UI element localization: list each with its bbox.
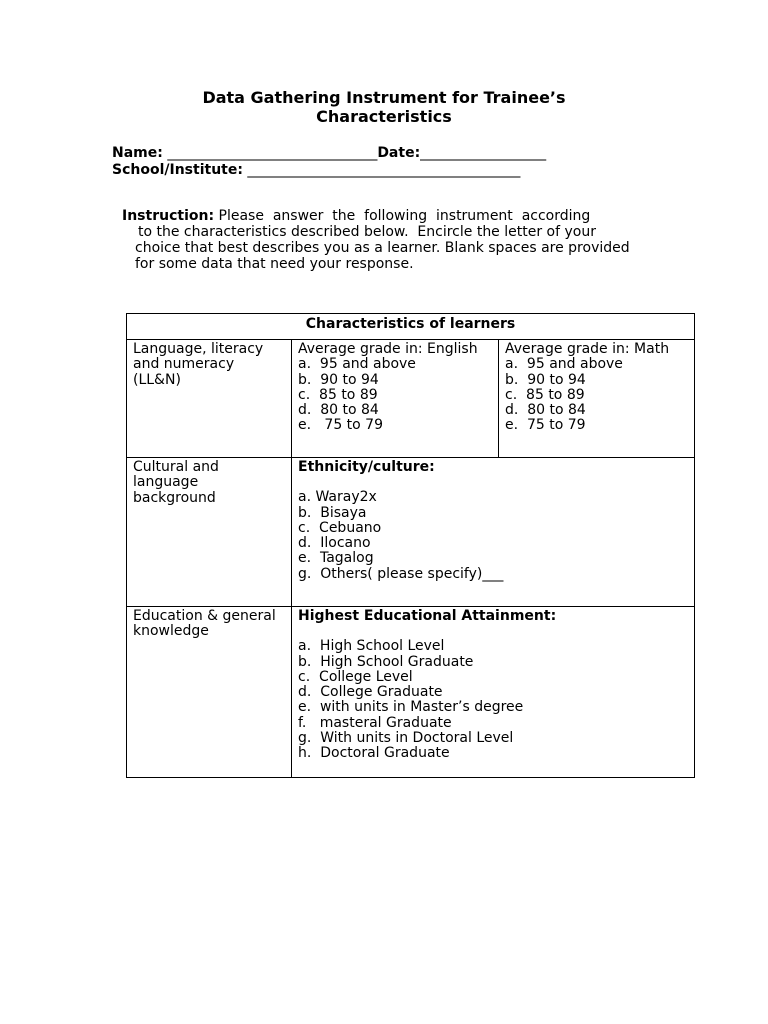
school-blank[interactable]: _______________________________________ bbox=[247, 162, 521, 178]
table-header: Characteristics of learners bbox=[127, 314, 695, 340]
education-cell bbox=[292, 607, 695, 778]
english-option-c[interactable]: c. 85 to 89 bbox=[298, 386, 378, 403]
school-label: School/Institute: bbox=[112, 162, 243, 178]
culture-cell bbox=[292, 458, 695, 607]
date-blank[interactable]: __________________ bbox=[420, 145, 547, 161]
date-label: Date: bbox=[377, 145, 421, 161]
education-option-h[interactable]: h. Doctoral Graduate bbox=[298, 745, 450, 762]
culture-option-c[interactable]: c. Cebuano bbox=[298, 519, 382, 536]
culture-options bbox=[298, 490, 688, 582]
math-grade-title: Average grade in: Math bbox=[505, 341, 670, 357]
english-option-b[interactable]: b. 90 to 94 bbox=[298, 371, 379, 388]
education-title: Highest Educational Attainment: bbox=[298, 608, 557, 624]
english-option-e[interactable]: e. 75 to 79 bbox=[298, 417, 383, 434]
education-option-e[interactable]: e. with units in Master’s degree bbox=[298, 699, 524, 716]
math-options bbox=[505, 357, 688, 433]
culture-label: Cultural and language background bbox=[127, 458, 292, 607]
name-blank[interactable]: ______________________________ bbox=[167, 145, 378, 161]
education-option-f[interactable]: f. masteral Graduate bbox=[298, 714, 452, 731]
culture-title: Ethnicity/culture: bbox=[298, 459, 435, 475]
math-option-a[interactable]: a. 95 and above bbox=[505, 356, 623, 373]
education-option-c[interactable]: c. College Level bbox=[298, 668, 413, 685]
instruction-line4: for some data that need your response. bbox=[135, 256, 414, 272]
instruction-label: Instruction: bbox=[122, 208, 215, 224]
name-label: Name: bbox=[112, 145, 163, 161]
education-option-a[interactable]: a. High School Level bbox=[298, 638, 445, 655]
math-grade-cell bbox=[499, 340, 695, 458]
culture-option-d[interactable]: d. Ilocano bbox=[298, 535, 371, 552]
culture-option-a[interactable]: a. Waray2x bbox=[298, 489, 377, 506]
culture-option-e[interactable]: e. Tagalog bbox=[298, 550, 374, 567]
education-options bbox=[298, 639, 688, 761]
characteristics-table bbox=[126, 313, 695, 778]
culture-option-g[interactable]: g. Others( please specify)___ bbox=[298, 565, 504, 582]
english-grade-title: Average grade in: English bbox=[298, 341, 478, 357]
education-label: Education & general knowledge bbox=[127, 607, 292, 778]
math-option-d[interactable]: d. 80 to 84 bbox=[505, 402, 586, 419]
english-grade-cell bbox=[292, 340, 499, 458]
school-row bbox=[112, 162, 520, 178]
education-option-d[interactable]: d. College Graduate bbox=[298, 684, 443, 701]
education-option-b[interactable]: b. High School Graduate bbox=[298, 653, 474, 670]
instruction-line1 bbox=[122, 208, 590, 224]
instruction-line3: choice that best describes you as a learner. Blank spaces are provided bbox=[135, 240, 630, 256]
instruction-line2: to the characteristics described below. Encircle the letter of your bbox=[138, 224, 596, 240]
lln-label: Language, literacy and numeracy (LL&N) bbox=[127, 340, 292, 458]
english-option-d[interactable]: d. 80 to 84 bbox=[298, 402, 379, 419]
culture-option-b[interactable]: b. Bisaya bbox=[298, 504, 367, 521]
english-option-a[interactable]: a. 95 and above bbox=[298, 356, 416, 373]
math-option-b[interactable]: b. 90 to 94 bbox=[505, 371, 586, 388]
document-title-line2: Characteristics bbox=[316, 107, 452, 126]
instruction-text-1: Please answer the following instrument according bbox=[214, 208, 591, 224]
math-option-c[interactable]: c. 85 to 89 bbox=[505, 386, 585, 403]
education-option-g[interactable]: g. With units in Doctoral Level bbox=[298, 730, 514, 747]
math-option-e[interactable]: e. 75 to 79 bbox=[505, 417, 586, 434]
document-title-line1: Data Gathering Instrument for Trainee’s bbox=[202, 88, 566, 107]
name-date-row bbox=[112, 145, 546, 161]
english-options bbox=[298, 357, 492, 433]
